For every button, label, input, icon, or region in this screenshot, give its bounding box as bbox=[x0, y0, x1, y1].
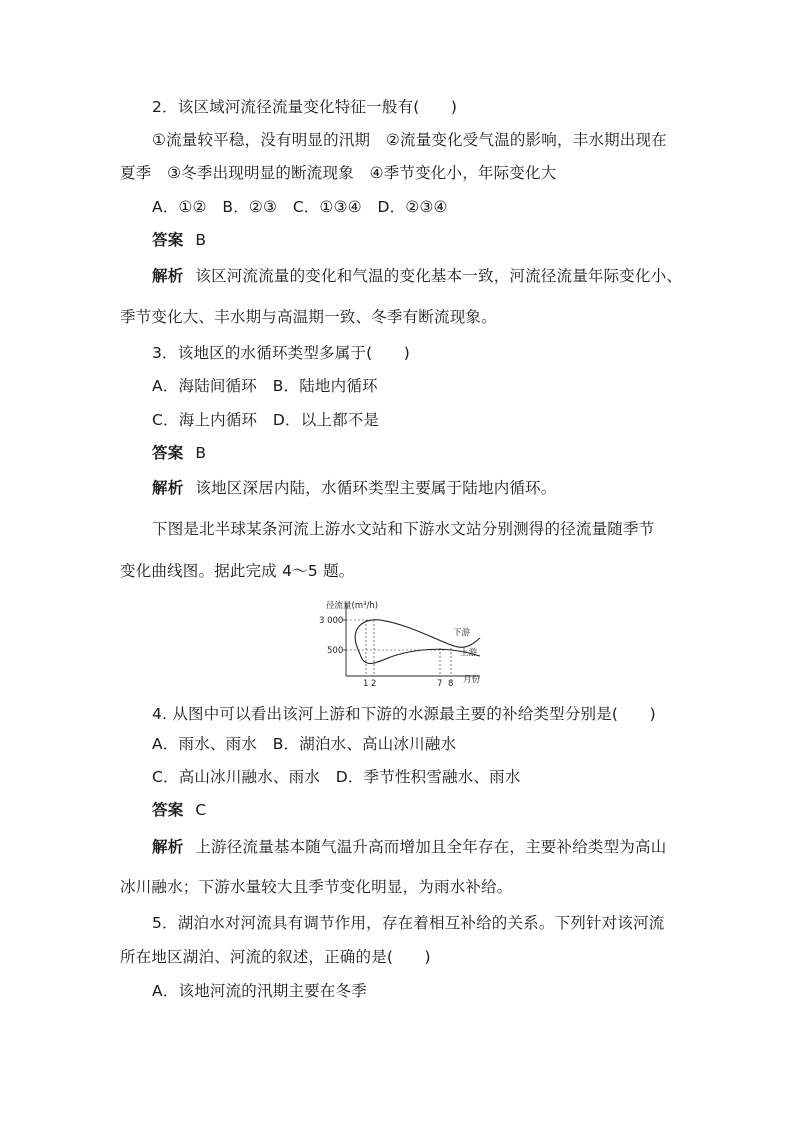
q2-options-line2: 夏季 ③冬季出现明显的断流现象 ④季节变化小，年际变化大 bbox=[120, 164, 557, 182]
q5-stem-line1: 5．湖泊水对河流具有调节作用，存在着相互补给的关系。下列针对该河流 bbox=[152, 914, 665, 932]
answer-label: 答案 bbox=[152, 231, 184, 249]
series-downstream-label: 下游 bbox=[453, 628, 471, 638]
intro-line1: 下图是北半球某条河流上游水文站和下游水文站分别测得的径流量随季节 bbox=[152, 520, 655, 538]
runoff-chart-svg bbox=[318, 598, 490, 690]
q3-analysis bbox=[152, 478, 557, 498]
intro-line2: 变化曲线图。据此完成 4～5 题。 bbox=[120, 562, 355, 580]
answer-value: B bbox=[195, 231, 207, 249]
q2-analysis-line1 bbox=[152, 266, 682, 286]
q4-answer bbox=[152, 800, 206, 820]
q2-choices: A．①② B．②③ C．①③④ D．②③④ bbox=[152, 198, 448, 216]
q2-options-line1: ①流量较平稳，没有明显的汛期 ②流量变化受气温的影响，丰水期出现在 bbox=[152, 131, 667, 149]
x-axis-label: 月份 bbox=[463, 675, 481, 685]
q3-choices-ab: A．海陆间循环 B．陆地内循环 bbox=[152, 377, 378, 395]
q4-choices-ab: A．雨水、雨水 B．湖泊水、高山冰川融水 bbox=[152, 735, 457, 753]
y-axis-label: 径流量(m³/h) bbox=[326, 601, 379, 611]
series-upstream-label: 上游 bbox=[460, 648, 478, 658]
x-tick-1: 1 bbox=[363, 679, 369, 689]
answer-label: 答案 bbox=[152, 444, 184, 462]
q5-stem-line2: 所在地区湖泊、河流的叙述，正确的是( ) bbox=[120, 948, 431, 966]
y-tick-3000: 3 000 bbox=[319, 616, 344, 626]
analysis-text: 该地区深居内陆，水循环类型主要属于陆地内循环。 bbox=[195, 479, 557, 497]
analysis-label: 解析 bbox=[152, 479, 184, 497]
q3-choices-cd: C．海上内循环 D．以上都不是 bbox=[152, 411, 380, 429]
q3-answer bbox=[152, 443, 206, 463]
answer-label: 答案 bbox=[152, 801, 184, 819]
answer-value: C bbox=[195, 801, 207, 819]
x-tick-7: 7 bbox=[437, 679, 443, 689]
x-tick-2: 2 bbox=[371, 679, 377, 689]
analysis-label: 解析 bbox=[152, 838, 184, 856]
q2-answer bbox=[152, 230, 206, 250]
q2-analysis-line2: 季节变化大、丰水期与高温期一致、冬季有断流现象。 bbox=[120, 308, 497, 326]
q4-analysis-line2: 冰川融水；下游水量较大且季节变化明显，为雨水补给。 bbox=[120, 878, 513, 896]
analysis-text: 上游径流量基本随气温升高而增加且全年存在，主要补给类型为高山 bbox=[195, 838, 667, 856]
q3-stem: 3．该地区的水循环类型多属于( ) bbox=[152, 344, 411, 362]
q4-stem: 4. 从图中可以看出该河上游和下游的水源最主要的补给类型分别是( ) bbox=[152, 705, 656, 723]
x-tick-8: 8 bbox=[448, 679, 454, 689]
runoff-chart bbox=[318, 598, 490, 690]
q5-choice-a: A．该地河流的汛期主要在冬季 bbox=[152, 982, 367, 1000]
y-tick-500: 500 bbox=[327, 646, 344, 656]
q4-choices-cd: C．高山冰川融水、雨水 D．季节性积雪融水、雨水 bbox=[152, 768, 521, 786]
analysis-label: 解析 bbox=[152, 267, 184, 285]
q4-analysis-line1 bbox=[152, 837, 666, 857]
analysis-text: 该区河流流量的变化和气温的变化基本一致，河流径流量年际变化小、 bbox=[195, 267, 683, 285]
answer-value: B bbox=[195, 444, 207, 462]
q2-stem: 2．该区域河流径流量变化特征一般有( ) bbox=[152, 98, 458, 116]
